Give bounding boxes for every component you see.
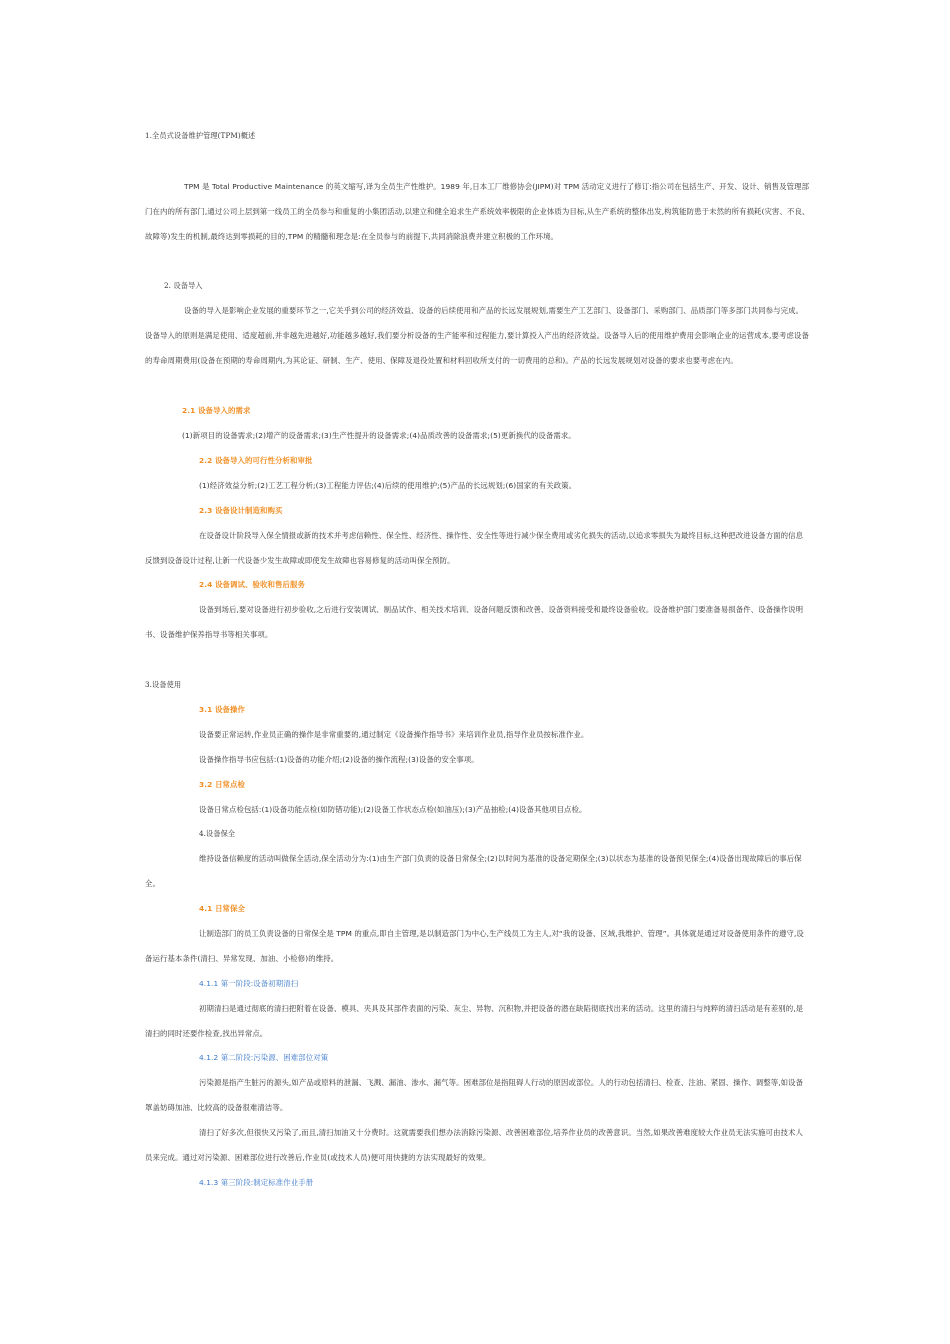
subsection-2-1-paragraph: (1)新项目的设备需求;(2)增产的设备需求;(3)生产性提升的设备需求;(4)品质改善的设备需求;(5)更新换代的设备需求。: [182, 431, 576, 440]
subsection-4-1-1-paragraph: 初期清扫是通过彻底的清扫把附着在设备、模具、夹具及其部件表面的污染、灰尘、异物、沉积物,并把设备的潜在缺陷彻底找出来的活动。这里的清扫与纯粹的清扫活动是有差别的,是清扫的同时还要作检查,找出异常点。: [145, 1004, 804, 1038]
subsection-2-2-title: 2.2 设备导入的可行性分析和审批: [199, 456, 313, 465]
subsection-2-4-paragraph: 设备到场后,要对设备进行初步验收,之后进行安装调试、制品试作、相关技术培训、设备问题反馈和改善、设备资料接受和最终设备验收。设备维护部门要准备易损备件、设备操作说明书、设备维护保养指导书等相关事项。: [145, 605, 804, 639]
section-1-title: 1.全员式设备维护管理(TPM)概述: [145, 131, 256, 140]
subsection-3-1-paragraph-2: 设备操作指导书应包括:(1)设备的功能介绍;(2)设备的操作流程;(3)设备的安全事项。: [199, 755, 479, 764]
subsection-2-3-title: 2.3 设备设计制造和购买: [199, 506, 283, 515]
section-3-title: 3.设备使用: [145, 680, 182, 689]
subsection-4-1-3-title: 4.1.3 第三阶段:制定标准作业手册: [199, 1178, 314, 1187]
section-2-title: 2. 设备导入: [164, 281, 203, 290]
section-4-title: 4.设备保全: [199, 829, 236, 838]
subsection-4-1-2-paragraph-1: 污染源是指产生脏污的源头,如产品或原料的泄漏、飞溅、漏油、渗水、漏气等。困难部位是指阻碍人行动的原因或部位。人的行动包括清扫、检查、注油、紧固、操作、调整等,如设备罩盖妨碍加油、比较高的设备很难清洁等。: [145, 1078, 804, 1112]
subsection-3-2-title: 3.2 日常点检: [199, 780, 246, 789]
subsection-2-2-paragraph: (1)经济效益分析;(2)工艺工程分析;(3)工程能力评估;(4)后续的使用维护;(5)产品的长远规划;(6)国家的有关政策。: [199, 481, 577, 490]
subsection-4-1-1-title: 4.1.1 第一阶段:设备初期清扫: [199, 979, 299, 988]
subsection-3-1-title: 3.1 设备操作: [199, 705, 246, 714]
subsection-2-4-title: 2.4 设备调试、验收和售后服务: [199, 580, 305, 589]
section-1-paragraph: TPM 是 Total Productive Maintenance 的英文缩写,译为全员生产性维护。1989 年,日本工厂维修协会(JIPM)对 TPM 活动定义进行了修订:指公司在包括生产、开发、设计、销售及管理部门在内的所有部门,通过公司上层到第一线员工的全员参与和重复的小集团活动,以建立和健全追求生产系统效率极限的企业体质为目标,从生产系统的整体出发,构筑能防患于未然的所有损耗(灾害、不良、故障等)发生的机制,最终达到零损耗的目的,TPM 的精髓和理念是:在全员参与的前提下,共同消除浪费并建立积极的工作环境。: [145, 182, 810, 241]
subsection-4-1-title: 4.1 日常保全: [199, 904, 246, 913]
section-2-paragraph: 设备的导入是影响企业发展的重要环节之一,它关乎到公司的经济效益、设备的后续使用和产品的长远发展规划,需要生产工艺部门、设备部门、采购部门、品质部门等多部门共同参与完成。设备导入的原则是满足使用、适度超前,并非越先进越好,功能越多越好,我们要分析设备的生产能率和过程能力,要计算投入产出的经济效益。设备导入后的使用维护费用会影响企业的运营成本,要考虑设备的寿命周期费用(设备在预期的寿命周期内,为其论证、研制、生产、使用、保障及退役处置和材料回收所支付的一切费用的总和)。产品的长远发展规划对设备的要求也要考虑在内。: [145, 306, 809, 365]
subsection-2-3-paragraph: 在设备设计阶段导入保全情报或新的技术并考虑信赖性、保全性、经济性、操作性、安全性等进行减少保全费用或劣化损失的活动,以追求零损失为最终目标,这种把改进设备方面的信息反馈到设备设计过程,让新一代设备少发生故障或即使发生故障也容易修复的活动叫保全预防。: [145, 531, 804, 565]
subsection-2-1-title: 2.1 设备导入的需求: [182, 406, 251, 415]
section-4-paragraph: 维持设备信赖度的活动叫做保全活动,保全活动分为:(1)由生产部门负责的设备日常保全;(2)以时间为基准的设备定期保全;(3)以状态为基准的设备预见保全;(4)设备出现故障后的事后保全。: [145, 854, 802, 888]
subsection-4-1-paragraph: 让制造部门的员工负责设备的日常保全是 TPM 的重点,即自主管理,是以制造部门为中心,生产线员工为主人,对“我的设备、区域,我维护、管理”。具体就是通过对设备使用条件的遵守,设备运行基本条件(清扫、异常发现、加油、小检修)的维持。: [145, 929, 804, 963]
subsection-4-1-2-paragraph-2: 清扫了好多次,但很快又污染了,而且,清扫加油又十分费时。这就需要我们想办法消除污染源、改善困难部位,培养作业员的改善意识。当然,如果改善难度较大作业员无法实施可由技术人员来完成。通过对污染源、困难部位进行改善后,作业员(或技术人员)便可用快捷的方法实现最好的效果。: [145, 1128, 804, 1162]
subsection-4-1-2-title: 4.1.2 第二阶段:污染源、困难部位对策: [199, 1053, 329, 1062]
subsection-3-1-paragraph-1: 设备要正常运转,作业员正确的操作是非常重要的,通过制定《设备操作指导书》来培训作业员,指导作业员按标准作业。: [199, 730, 589, 739]
subsection-3-2-paragraph: 设备日常点检包括:(1)设备功能点检(如防错功能);(2)设备工作状态点检(如油压);(3)产品抽检;(4)设备其他项目点检。: [199, 805, 587, 814]
